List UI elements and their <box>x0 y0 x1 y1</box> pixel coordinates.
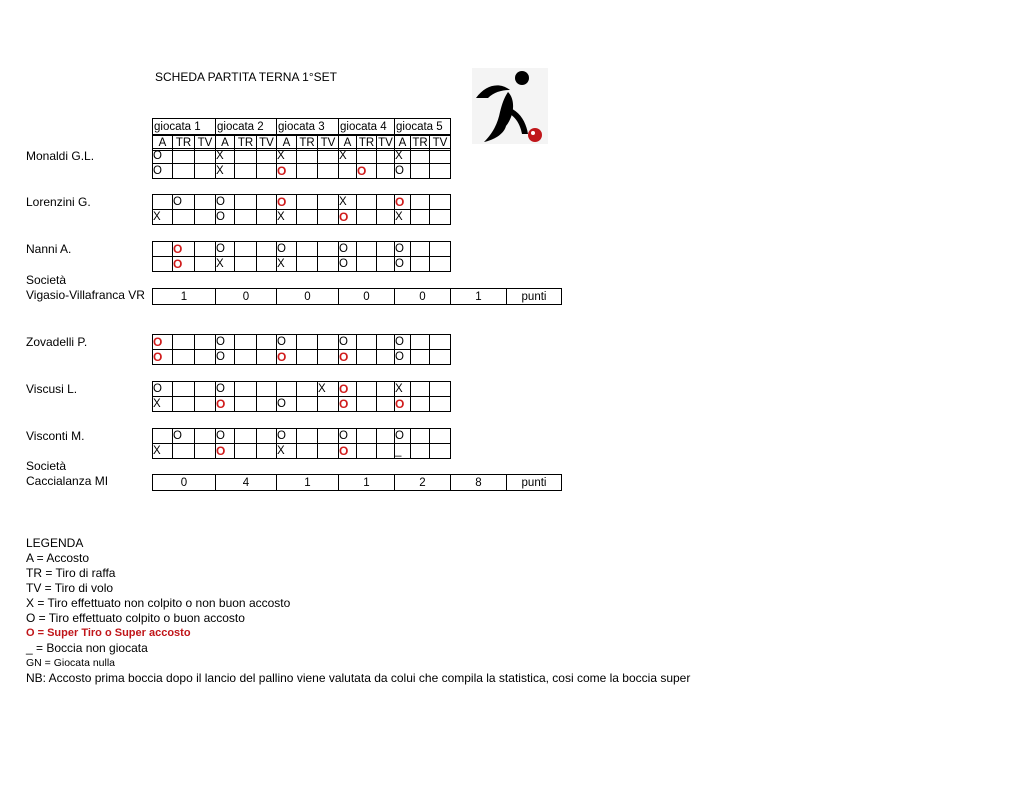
mark-cell: O <box>395 164 411 179</box>
giocata-5-header: giocata 5 <box>395 119 451 135</box>
mark-cell <box>430 242 451 257</box>
mark-cell <box>357 350 377 365</box>
mark-cell: O <box>277 335 297 350</box>
mark-cell: X <box>153 397 173 412</box>
mark-cell <box>377 210 395 225</box>
mark-cell <box>377 195 395 210</box>
col-a: A <box>277 136 297 151</box>
mark-cell <box>377 164 395 179</box>
super-mark-cell: O <box>153 350 173 365</box>
mark-cell: O <box>173 429 195 444</box>
mark-cell <box>377 242 395 257</box>
legend-super: O = Super Tiro o Super accosto <box>26 627 191 639</box>
mark-cell: X <box>395 149 411 164</box>
mark-cell <box>411 210 430 225</box>
mark-cell <box>411 382 430 397</box>
mark-cell <box>153 195 173 210</box>
legend-item: TV = Tiro di volo <box>26 581 114 595</box>
bocce-player-icon <box>472 68 548 144</box>
mark-cell <box>257 335 277 350</box>
player-grid <box>152 381 451 412</box>
mark-cell <box>377 397 395 412</box>
super-mark-cell: O <box>216 397 235 412</box>
mark-cell: O <box>277 429 297 444</box>
mark-cell <box>173 149 195 164</box>
mark-cell: X <box>318 382 339 397</box>
mark-cell <box>357 382 377 397</box>
score-cell: 0 <box>153 475 216 491</box>
mark-cell <box>235 397 257 412</box>
legend-heading: LEGENDA <box>26 536 84 550</box>
mark-cell <box>318 429 339 444</box>
player-grid <box>152 194 451 225</box>
mark-cell <box>411 195 430 210</box>
mark-cell <box>235 444 257 459</box>
mark-cell <box>257 210 277 225</box>
col-tr: TR <box>297 136 318 151</box>
mark-cell <box>357 257 377 272</box>
mark-cell: X <box>339 149 357 164</box>
mark-cell <box>153 242 173 257</box>
total-cell: 1 <box>451 289 507 305</box>
mark-cell: X <box>153 444 173 459</box>
mark-cell: O <box>395 350 411 365</box>
mark-cell: X <box>216 257 235 272</box>
mark-cell: O <box>153 382 173 397</box>
mark-cell <box>318 257 339 272</box>
player-grid <box>152 148 451 179</box>
mark-cell <box>173 350 195 365</box>
score-cell: 0 <box>395 289 451 305</box>
mark-cell <box>257 429 277 444</box>
giocata-2-header: giocata 2 <box>216 119 277 135</box>
mark-cell <box>173 382 195 397</box>
super-mark-cell: O <box>339 397 357 412</box>
giocata-1-header: giocata 1 <box>153 119 216 135</box>
score-cell: 4 <box>216 475 277 491</box>
mark-cell <box>430 257 451 272</box>
mark-cell: O <box>395 242 411 257</box>
mark-cell <box>377 382 395 397</box>
mark-cell <box>357 210 377 225</box>
player-name: Visconti M. <box>26 429 85 443</box>
mark-cell: O <box>216 429 235 444</box>
legend-item: O = Tiro effettuato colpito o buon accosto <box>26 611 245 625</box>
mark-cell <box>195 195 216 210</box>
mark-cell: O <box>277 397 297 412</box>
mark-cell <box>318 397 339 412</box>
mark-cell <box>173 335 195 350</box>
mark-cell: X <box>153 210 173 225</box>
mark-cell <box>430 397 451 412</box>
mark-cell <box>318 164 339 179</box>
mark-cell <box>235 164 257 179</box>
team-label: Società <box>26 273 67 287</box>
mark-cell: O <box>339 257 357 272</box>
mark-cell <box>357 149 377 164</box>
player-row <box>153 257 451 272</box>
mark-cell <box>257 350 277 365</box>
mark-cell <box>257 382 277 397</box>
mark-cell: X <box>277 444 297 459</box>
total-cell: 8 <box>451 475 507 491</box>
mark-cell: X <box>277 149 297 164</box>
mark-cell <box>357 195 377 210</box>
col-a: A <box>395 136 411 151</box>
points-label: punti <box>507 475 562 491</box>
mark-cell <box>411 397 430 412</box>
team-name: Vigasio-Villafranca VR <box>26 288 145 302</box>
mark-cell <box>357 397 377 412</box>
mark-cell <box>257 257 277 272</box>
mark-cell <box>411 149 430 164</box>
mark-cell <box>411 429 430 444</box>
score-cell: 0 <box>216 289 277 305</box>
player-row <box>153 429 451 444</box>
mark-cell <box>297 149 318 164</box>
team-score-row <box>152 288 562 305</box>
score-cell: 0 <box>277 289 339 305</box>
mark-cell: X <box>216 149 235 164</box>
legend-item: X = Tiro effettuato non colpito o non buon accosto <box>26 596 291 610</box>
giocata-3-header: giocata 3 <box>277 119 339 135</box>
mark-cell <box>257 149 277 164</box>
mark-cell: _ <box>395 444 411 459</box>
mark-cell: X <box>395 210 411 225</box>
player-row <box>153 397 451 412</box>
super-mark-cell: O <box>339 350 357 365</box>
mark-cell: X <box>216 164 235 179</box>
score-cell: 1 <box>277 475 339 491</box>
mark-cell: X <box>277 257 297 272</box>
mark-cell <box>430 210 451 225</box>
super-mark-cell: O <box>395 195 411 210</box>
mark-cell <box>357 444 377 459</box>
mark-cell <box>318 350 339 365</box>
mark-cell <box>257 242 277 257</box>
mark-cell <box>318 335 339 350</box>
player-name: Zovadelli P. <box>26 335 88 349</box>
legend-item: TR = Tiro di raffa <box>26 566 116 580</box>
mark-cell: O <box>173 195 195 210</box>
mark-cell <box>235 149 257 164</box>
col-tv: TV <box>318 136 339 151</box>
mark-cell <box>235 257 257 272</box>
mark-cell <box>257 164 277 179</box>
mark-cell <box>430 444 451 459</box>
mark-cell: X <box>395 382 411 397</box>
col-a: A <box>216 136 235 151</box>
mark-cell <box>195 164 216 179</box>
mark-cell <box>297 242 318 257</box>
player-row <box>153 164 451 179</box>
super-mark-cell: O <box>173 257 195 272</box>
col-tr: TR <box>357 136 377 151</box>
mark-cell: O <box>395 429 411 444</box>
mark-cell <box>377 350 395 365</box>
mark-cell <box>235 195 257 210</box>
super-mark-cell: O <box>339 444 357 459</box>
player-grid <box>152 241 451 272</box>
super-mark-cell: O <box>277 164 297 179</box>
mark-cell <box>357 429 377 444</box>
player-name: Nanni A. <box>26 242 72 256</box>
mark-cell <box>195 210 216 225</box>
legend <box>26 536 690 686</box>
col-tr: TR <box>173 136 195 151</box>
mark-cell: O <box>153 164 173 179</box>
super-mark-cell: O <box>357 164 377 179</box>
col-tv: TV <box>195 136 216 151</box>
mark-cell <box>377 429 395 444</box>
mark-cell: O <box>216 382 235 397</box>
mark-cell <box>195 335 216 350</box>
mark-cell: O <box>216 335 235 350</box>
mark-cell <box>257 444 277 459</box>
col-tv: TV <box>257 136 277 151</box>
points-label: punti <box>507 289 562 305</box>
mark-cell <box>195 429 216 444</box>
mark-cell <box>235 335 257 350</box>
mark-cell <box>257 195 277 210</box>
mark-cell <box>357 242 377 257</box>
mark-cell <box>411 444 430 459</box>
mark-cell <box>153 257 173 272</box>
mark-cell <box>411 164 430 179</box>
legend-nb: NB: Accosto prima boccia dopo il lancio del pallino viene valutata da colui che compila la statistica, cosi come la boccia super <box>26 671 691 685</box>
mark-cell <box>377 149 395 164</box>
legend-blank: _ = Boccia non giocata <box>26 641 148 655</box>
mark-cell <box>357 335 377 350</box>
player-grid <box>152 428 451 459</box>
mark-cell <box>318 210 339 225</box>
mark-cell: O <box>216 210 235 225</box>
mark-cell <box>297 429 318 444</box>
mark-cell <box>339 164 357 179</box>
mark-cell: O <box>216 195 235 210</box>
player-name: Monaldi G.L. <box>26 149 95 163</box>
col-tv: TV <box>378 137 393 149</box>
mark-cell <box>318 242 339 257</box>
giocata-4-header: giocata 4 <box>339 119 395 135</box>
super-mark-cell: O <box>216 444 235 459</box>
super-mark-cell: O <box>153 335 173 350</box>
mark-cell: O <box>395 257 411 272</box>
mark-cell <box>318 195 339 210</box>
mark-cell <box>318 444 339 459</box>
score-cell: 1 <box>153 289 216 305</box>
mark-cell <box>297 397 318 412</box>
mark-cell: O <box>339 429 357 444</box>
score-cell: 1 <box>339 475 395 491</box>
col-a: A <box>339 136 357 151</box>
player-name: Viscusi L. <box>26 382 78 396</box>
player-row <box>153 350 451 365</box>
mark-cell <box>195 149 216 164</box>
mark-cell <box>173 444 195 459</box>
mark-cell <box>430 149 451 164</box>
player-row <box>153 382 451 397</box>
mark-cell <box>377 444 395 459</box>
mark-cell: O <box>339 242 357 257</box>
mark-cell <box>411 350 430 365</box>
mark-cell <box>195 242 216 257</box>
score-cell: 0 <box>339 289 395 305</box>
super-mark-cell: O <box>395 397 411 412</box>
mark-cell: X <box>277 210 297 225</box>
mark-cell <box>153 429 173 444</box>
mark-cell <box>411 257 430 272</box>
col-tr: TR <box>235 136 257 151</box>
super-mark-cell: O <box>277 195 297 210</box>
mark-cell <box>195 350 216 365</box>
page-title: SCHEDA PARTITA TERNA 1°SET <box>155 70 337 84</box>
team-block <box>26 273 145 303</box>
team-score-row <box>152 474 562 491</box>
player-name: Lorenzini G. <box>26 195 91 209</box>
mark-cell: O <box>277 242 297 257</box>
mark-cell: X <box>339 195 357 210</box>
mark-cell <box>277 382 297 397</box>
mark-cell <box>377 335 395 350</box>
team-block <box>26 459 108 489</box>
mark-cell <box>235 382 257 397</box>
player-grid <box>152 334 451 365</box>
mark-cell <box>377 257 395 272</box>
team-label: Società <box>26 459 67 473</box>
super-mark-cell: O <box>277 350 297 365</box>
mark-cell <box>195 382 216 397</box>
mark-cell <box>430 335 451 350</box>
mark-cell <box>195 257 216 272</box>
player-row <box>153 210 451 225</box>
mark-cell <box>235 242 257 257</box>
legend-item: A = Accosto <box>26 551 90 565</box>
mark-cell <box>430 382 451 397</box>
super-mark-cell: O <box>339 382 357 397</box>
col-tv: TV <box>430 136 451 151</box>
mark-cell <box>173 210 195 225</box>
mark-cell <box>257 397 277 412</box>
score-cell: 2 <box>395 475 451 491</box>
super-mark-cell: O <box>339 210 357 225</box>
mark-cell <box>297 382 318 397</box>
mark-cell: O <box>395 335 411 350</box>
giocate-header <box>152 118 451 151</box>
team-name: Caccialanza MI <box>26 474 109 488</box>
mark-cell: O <box>216 242 235 257</box>
super-mark-cell: O <box>173 242 195 257</box>
mark-cell <box>430 429 451 444</box>
mark-cell <box>297 444 318 459</box>
mark-cell <box>297 335 318 350</box>
mark-cell <box>173 164 195 179</box>
col-a: A <box>153 136 173 151</box>
mark-cell <box>235 429 257 444</box>
mark-cell: O <box>339 335 357 350</box>
player-row <box>153 149 451 164</box>
mark-cell <box>297 210 318 225</box>
mark-cell <box>297 195 318 210</box>
mark-cell <box>235 210 257 225</box>
mark-cell <box>430 350 451 365</box>
legend-gn: GN = Giocata nulla <box>26 657 116 669</box>
col-tr: TR <box>412 137 428 149</box>
player-row <box>153 335 451 350</box>
mark-cell <box>195 444 216 459</box>
mark-cell: O <box>153 149 173 164</box>
player-row <box>153 242 451 257</box>
mark-cell: O <box>216 350 235 365</box>
mark-cell <box>297 257 318 272</box>
mark-cell <box>297 164 318 179</box>
mark-cell <box>235 350 257 365</box>
mark-cell <box>173 397 195 412</box>
mark-cell <box>411 335 430 350</box>
player-row <box>153 444 451 459</box>
mark-cell <box>430 164 451 179</box>
mark-cell <box>411 242 430 257</box>
mark-cell <box>195 397 216 412</box>
player-row <box>153 195 451 210</box>
mark-cell <box>297 350 318 365</box>
mark-cell <box>318 149 339 164</box>
mark-cell <box>430 195 451 210</box>
